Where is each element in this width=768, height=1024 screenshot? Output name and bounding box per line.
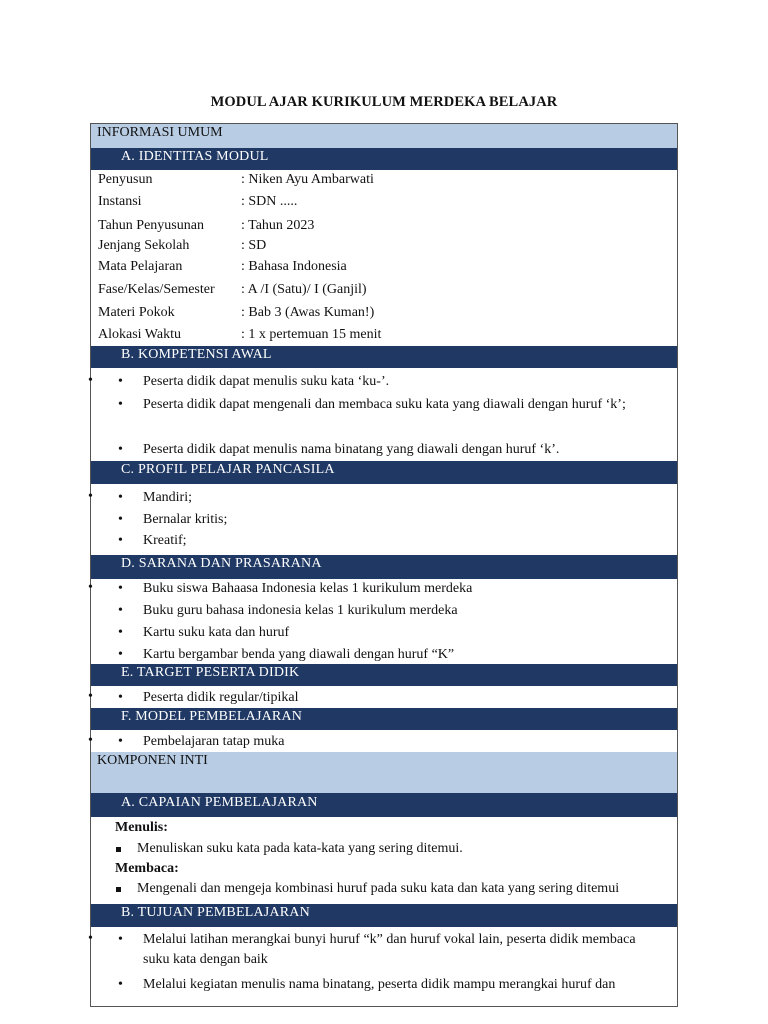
identitas-modul-header: A. IDENTITAS MODUL (91, 148, 677, 170)
profil-item: • Kreatif; (143, 531, 663, 551)
edge-bullet: • (88, 689, 93, 704)
document-title: MODUL AJAR KURIKULUM MERDEKA BELAJAR (210, 94, 558, 110)
tujuan-header: B. TUJUAN PEMBELAJARAN (91, 904, 677, 927)
profil-pelajar-header: C. PROFIL PELAJAR PANCASILA (91, 461, 677, 484)
edge-bullet: • (88, 489, 93, 504)
sarana-item: • Kartu suku kata dan huruf (143, 623, 663, 643)
tujuan-item: • Melalui kegiatan menulis nama binatang, peserta didik mampu merangkai huruf dan (143, 975, 663, 995)
membaca-label: Membaca: (115, 861, 179, 876)
target-peserta-header: E. TARGET PESERTA DIDIK (91, 664, 677, 686)
identity-row-penyusun: Penyusun : Niken Ayu Ambarwati (98, 172, 374, 187)
kompetensi-item: • Peserta didik dapat menulis suku kata ‘ku-’. (143, 372, 663, 392)
sarana-item: • Buku siswa Bahaasa Indonesia kelas 1 kurikulum merdeka (143, 579, 663, 599)
identity-row-materi: Materi Pokok : Bab 3 (Awas Kuman!) (98, 305, 375, 320)
identity-row-alokasi: Alokasi Waktu : 1 x pertemuan 15 menit (98, 327, 382, 342)
identity-row-jenjang: Jenjang Sekolah : SD (98, 238, 267, 253)
identity-row-instansi: Instansi : SDN ..... (98, 194, 298, 209)
profil-item: • Mandiri; (143, 488, 663, 508)
kompetensi-awal-header: B. KOMPETENSI AWAL (91, 346, 677, 368)
profil-item: • Bernalar kritis; (143, 510, 663, 530)
model-pembelajaran-header: F. MODEL PEMBELAJARAN (91, 708, 677, 730)
model-item: • Pembelajaran tatap muka (143, 732, 663, 752)
komponen-inti-header: KOMPONEN INTI (91, 752, 677, 793)
identity-row-mapel: Mata Pelajaran : Bahasa Indonesia (98, 259, 347, 274)
menulis-label: Menulis: (115, 820, 168, 835)
informasi-umum-header: INFORMASI UMUM (91, 124, 677, 148)
target-item: • Peserta didik regular/tipikal (143, 688, 663, 708)
capaian-header: A. CAPAIAN PEMBELAJARAN (91, 793, 677, 817)
edge-bullet: • (88, 931, 93, 946)
edge-bullet: • (88, 580, 93, 595)
sarana-item: • Kartu bergambar benda yang diawali dengan huruf “K” (143, 645, 663, 665)
membaca-item: Mengenali dan mengeja kombinasi huruf pada suku kata dan kata yang sering ditemui (137, 881, 667, 897)
menulis-item: Menuliskan suku kata pada kata-kata yang sering ditemui. (137, 841, 667, 857)
edge-bullet: • (88, 373, 93, 388)
identity-row-fase: Fase/Kelas/Semester : A /I (Satu)/ I (Ganjil) (98, 282, 367, 297)
sarana-item: • Buku guru bahasa indonesia kelas 1 kurikulum merdeka (143, 601, 663, 621)
kompetensi-item: • Peserta didik dapat menulis nama binatang yang diawali dengan huruf ‘k’. (143, 440, 663, 460)
identity-row-tahun: Tahun Penyusunan : Tahun 2023 (98, 218, 315, 233)
module-table (90, 123, 678, 1007)
sarana-prasarana-header: D. SARANA DAN PRASARANA (91, 555, 677, 579)
edge-bullet: • (88, 733, 93, 748)
kompetensi-item: • Peserta didik dapat mengenali dan membaca suku kata yang diawali dengan huruf ‘k’; (143, 395, 663, 415)
tujuan-item: • Melalui latihan merangkai bunyi huruf “k” dan huruf vokal lain, peserta didik membaca suku kata dengan baik (143, 930, 663, 970)
